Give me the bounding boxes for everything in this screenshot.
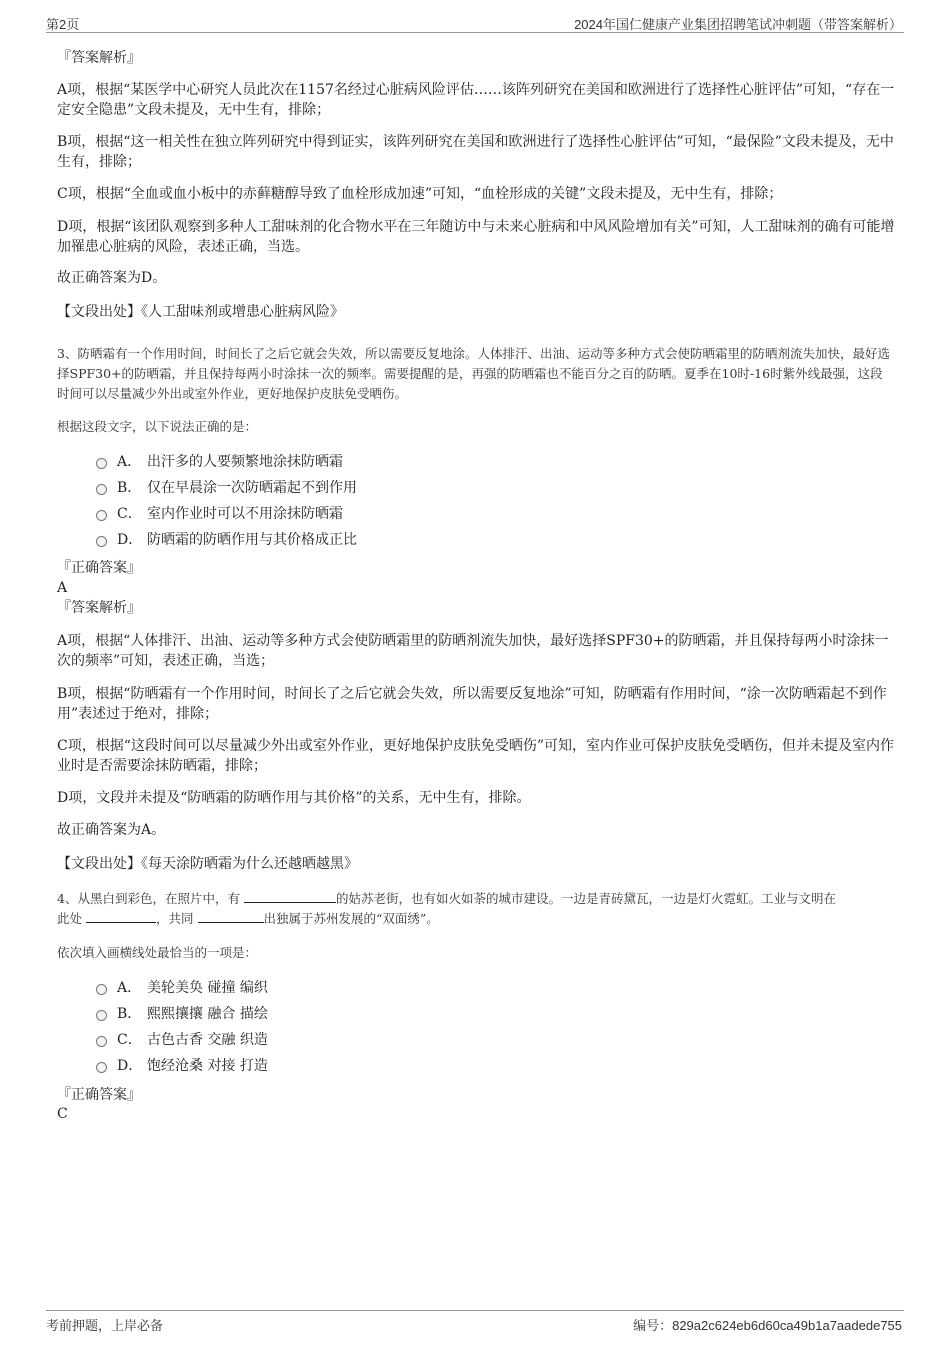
- radio-icon[interactable]: [96, 1036, 107, 1047]
- radio-icon[interactable]: [96, 484, 107, 495]
- stem-part: 出独属于苏州发展的“双面绣”。: [263, 911, 439, 926]
- question-3-option-b[interactable]: [96, 477, 357, 499]
- option-letter: B．: [117, 480, 142, 496]
- analysis-option-b: B项，根据“这一相关性在独立阵列研究中得到证实，该阵列研究在美国和欧洲进行了选择性心脏评估”可知，“最保险”文段未提及，无中生有，排除；: [57, 134, 894, 170]
- correct-answer-label: 『正确答案』: [57, 1087, 141, 1103]
- question-4-prompt: 依次填入画横线处最恰当的一项是：: [57, 945, 258, 960]
- analysis-option-a: A项，根据“人体排汗、出油、运动等多种方式会使防晒霜里的防晒剂流失加快，最好选择SPF30+的防晒霜，并且保持每两小时涂抹一次的频率”可知，表述正确，当选；: [57, 633, 889, 669]
- footer-slogan: 考前押题，上岸必备: [46, 1318, 164, 1333]
- radio-icon[interactable]: [96, 458, 107, 469]
- radio-icon[interactable]: [96, 984, 107, 995]
- option-text: 古色古香 交融 织造: [147, 1032, 268, 1048]
- fill-blank-1: [244, 889, 336, 903]
- analysis-conclusion: 故正确答案为A。: [57, 822, 166, 838]
- option-text: 防晒霜的防晒作用与其价格成正比: [147, 532, 357, 548]
- correct-answer-label: 『正确答案』: [57, 560, 141, 576]
- question-4-option-a[interactable]: [96, 977, 268, 999]
- analysis-option-c: C项，根据“全血或血小板中的赤藓糖醇导致了血栓形成加速”可知，“血栓形成的关键”文段未提及，无中生有，排除；: [57, 186, 783, 202]
- option-letter: D．: [117, 532, 143, 548]
- correct-answer: C: [57, 1106, 68, 1122]
- question-4-stem: [57, 889, 895, 929]
- radio-icon[interactable]: [96, 510, 107, 521]
- analysis-option-a: A项，根据“某医学中心研究人员此次在1157名经过心脏病风险评估……该阵列研究在美国和欧洲进行了选择性心脏评估”可知，“存在一定安全隐患”文段未提及，无中生有，排除；: [57, 82, 895, 118]
- question-3-option-a[interactable]: [96, 451, 343, 473]
- code-label: 编号：: [633, 1318, 673, 1333]
- page-number: 第2页: [46, 17, 80, 32]
- option-text: 出汗多的人要频繁地涂抹防晒霜: [147, 454, 343, 470]
- stem-part: 此处: [57, 911, 83, 926]
- page-header: [46, 14, 904, 33]
- analysis-option-c: C项，根据“这段时间可以尽量减少外出或室外作业，更好地保护皮肤免受晒伤”可知，室内作业可保护皮肤免受晒伤，但并未提及室内作业时是否需要涂抹防晒霜，排除；: [57, 738, 895, 774]
- stem-part: 的姑苏老街，也有如火如荼的城市建设。一边是青砖黛瓦，一边是灯火霓虹。工业与文明在: [335, 891, 836, 906]
- option-text: 美轮美奂 碰撞 编织: [147, 980, 268, 996]
- question-4-option-b[interactable]: [96, 1003, 268, 1025]
- radio-icon[interactable]: [96, 536, 107, 547]
- option-text: 熙熙攘攘 融合 描绘: [147, 1006, 268, 1022]
- analysis-option-b: B项，根据“防晒霜有一个作用时间，时间长了之后它就会失效，所以需要反复地涂”可知，防晒霜有作用时间，“涂一次防晒霜起不到作用”表述过于绝对，排除；: [57, 686, 887, 722]
- fill-blank-2: [86, 909, 156, 923]
- stem-part: ，共同: [156, 911, 194, 926]
- option-letter: B．: [117, 1006, 142, 1022]
- analysis-conclusion: 故正确答案为D。: [57, 270, 167, 286]
- radio-icon[interactable]: [96, 1062, 107, 1073]
- analysis-option-d: D项，根据“该团队观察到多种人工甜味剂的化合物水平在三年随访中与未来心脏病和中风风险增加有关”可知，人工甜味剂的确有可能增加罹患心脏病的风险，表述正确，当选。: [57, 219, 895, 255]
- option-letter: D．: [117, 1058, 143, 1074]
- radio-icon[interactable]: [96, 1010, 107, 1021]
- question-3-option-c[interactable]: [96, 503, 343, 525]
- question-3-option-d[interactable]: [96, 529, 357, 551]
- analysis-label: 『答案解析』: [57, 600, 141, 616]
- page-footer: [46, 1310, 904, 1331]
- analysis-label: 『答案解析』: [57, 50, 141, 66]
- code-value: 829a2c624eb6d60ca49b1a7aadede755: [672, 1318, 902, 1333]
- question-3-prompt: 根据这段文字，以下说法正确的是：: [57, 419, 258, 434]
- question-4-option-c[interactable]: [96, 1029, 268, 1051]
- option-text: 仅在早晨涂一次防晒霜起不到作用: [147, 480, 357, 496]
- option-text: 室内作业时可以不用涂抹防晒霜: [147, 506, 343, 522]
- passage-source: 【文段出处】《每天涂防晒霜为什么还越晒越黑》: [57, 856, 358, 872]
- document-code: [633, 1315, 902, 1334]
- option-text: 饱经沧桑 对接 打造: [147, 1058, 268, 1074]
- option-letter: C．: [117, 506, 142, 522]
- question-3-stem: 3、防晒霜有一个作用时间，时间长了之后它就会失效，所以需要反复地涂。人体排汗、出油、运动等多种方式会使防晒霜里的防晒剂流失加快，最好选择SPF30+的防晒霜，并且保持每两小时涂抹一次的频率。需要提醒的是，再强的防晒霜也不能百分之百的防晒。夏季在10时-16时紫外线最强，这段时间可以尽量减少外出或室外作业，更好地保护皮肤免受晒伤。: [57, 346, 890, 401]
- option-letter: A．: [117, 980, 142, 996]
- passage-source: 【文段出处】《人工甜味剂或增患心脏病风险》: [57, 304, 344, 320]
- fill-blank-3: [198, 909, 264, 923]
- stem-part: 4、从黑白到彩色，在照片中，有: [57, 891, 240, 906]
- option-letter: C．: [117, 1032, 142, 1048]
- correct-answer: A: [57, 580, 68, 596]
- question-4-option-d[interactable]: [96, 1055, 268, 1077]
- analysis-option-d: D项，文段并未提及“防晒霜的防晒作用与其价格”的关系，无中生有，排除。: [57, 790, 531, 806]
- option-letter: A．: [117, 454, 142, 470]
- document-title: 2024年国仁健康产业集团招聘笔试冲刺题（带答案解析）: [574, 17, 902, 32]
